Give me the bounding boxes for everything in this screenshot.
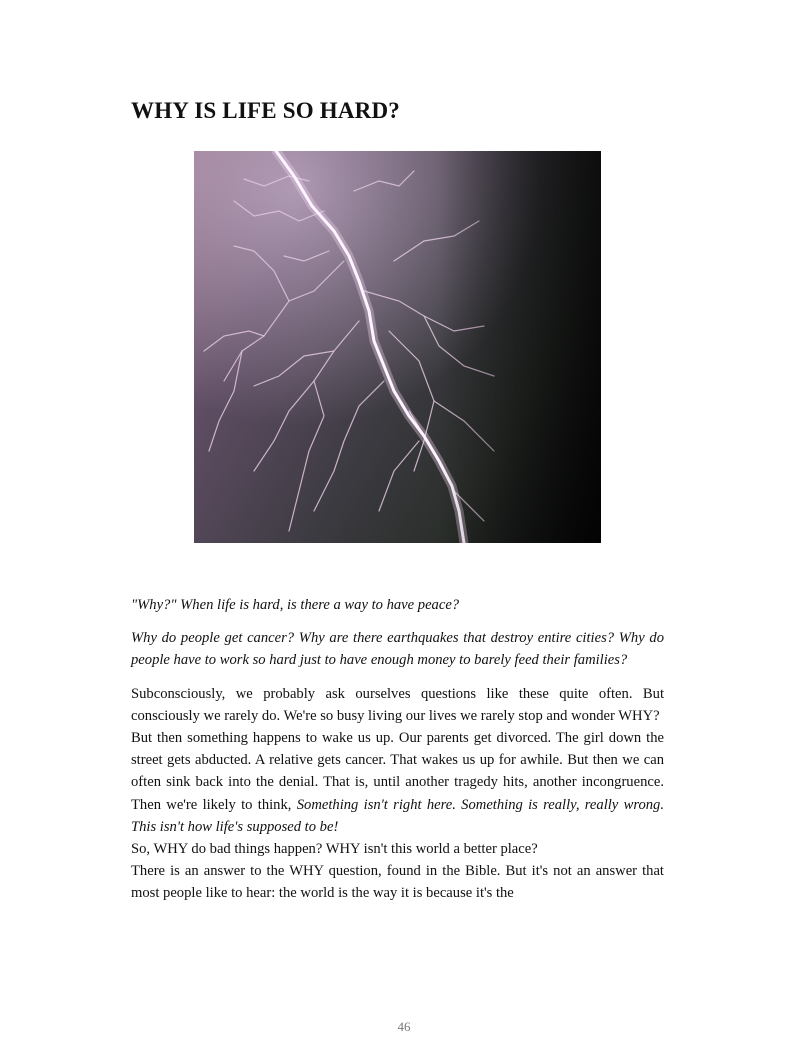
paragraph-answer: There is an answer to the WHY question, found in the Bible. But it's not an answer that most people like to hear: the world is the way it is because it's the — [131, 863, 664, 902]
paragraph-wake-up-text: But then something happens to wake us up. Our parents get divorced. The girl down the street gets abducted. A relative gets cancer. That wakes us up for awhile. But then we can often sink back into the denial. That is, until another tragedy hits, another incongruence. Then we're likely to think, — [131, 730, 664, 813]
paragraph-why-bad-things: So, WHY do bad things happen? WHY isn't this world a better place? — [131, 841, 538, 858]
lightning-photo — [194, 151, 601, 543]
question-list: Why do people get cancer? Why are there earthquakes that destroy entire cities? Why do people have to work so hard just to have enough money to barely feed their families? — [131, 630, 664, 669]
intro-question: "Why?" When life is hard, is there a way to have peace? — [131, 597, 460, 613]
body-text — [131, 594, 664, 905]
lightning-bolt-illustration — [194, 151, 601, 543]
page-number: 46 — [397, 1019, 411, 1034]
emphasis-quote: Something isn't right here. Something is really, really wrong. This isn't how life's supposed to be! — [131, 796, 664, 835]
paragraph-subconscious: Subconsciously, we probably ask ourselves questions like these quite often. But consciously we rarely do. We're so busy living our lives we rarely stop and wonder WHY? — [131, 685, 664, 724]
page-title: WHY IS LIFE SO HARD? — [131, 98, 400, 123]
paragraph-wake-up — [131, 727, 664, 838]
